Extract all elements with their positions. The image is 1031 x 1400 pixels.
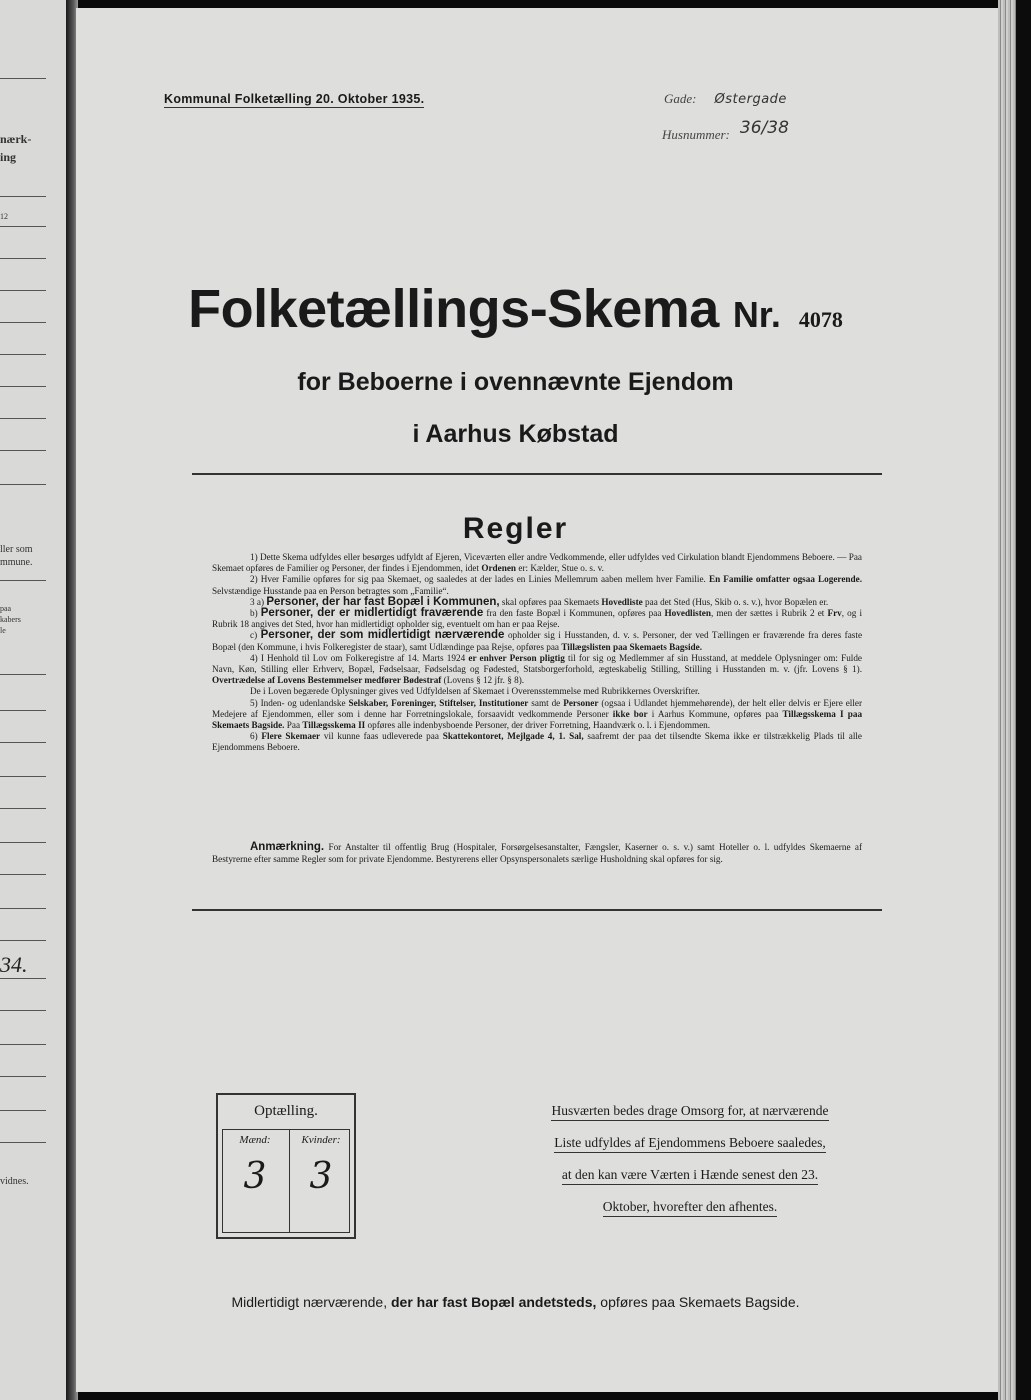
left-fragment: le xyxy=(0,626,6,635)
divider-top xyxy=(192,473,882,475)
left-fragment: kabers xyxy=(0,615,21,624)
rule-2: 2) Hver Familie opføres for sig paa Skemaet, og saaledes at der lades en Linies Mellemrum aaben mellem hver Familie. En Familie omfatter ogsaa Logerende. Selvstændige Husstande paa en Person betragtes som „Familie“. xyxy=(212,574,862,596)
count-title: Optælling. xyxy=(254,1103,318,1119)
rule-6: 6) Flere Skemaer vil kunne faas udleverede paa Skattekontoret, Mejlgade 4, 1. Sal, saafremt der paa det tilsendte Skema ikke er tilstrækkelig Plads til alle Ejendommens Beboere. xyxy=(212,731,863,753)
left-rule xyxy=(0,978,46,979)
left-rule xyxy=(0,776,46,777)
left-rule xyxy=(0,674,46,675)
rule-3c: c) Personer, der som midlertidigt nærværende opholder sig i Husstanden, d. v. s. Personer, der ved Tællingen er fraværende fra deres faste Bopæl (den Kommune, i hvis Folkeregister de staar), samt Udlændinge paa Rejse, opføres paa Tillægslisten paa Skemaets Bagside. xyxy=(212,629,863,652)
left-fragment: paa xyxy=(0,604,12,613)
left-handwritten-number: 34. xyxy=(0,952,28,977)
census-title: Kommunal Folketælling 20. Oktober 1935. xyxy=(164,92,425,106)
left-fragment: nærk- xyxy=(0,132,32,146)
left-rule xyxy=(0,1110,46,1111)
left-rule xyxy=(0,710,46,711)
left-rule xyxy=(0,226,46,227)
women-label: Kvinder: xyxy=(301,1134,341,1146)
left-fragment: ller som xyxy=(0,544,33,555)
count-box xyxy=(216,1093,356,1239)
left-rule xyxy=(0,908,46,909)
left-rule xyxy=(0,450,46,451)
left-rule xyxy=(0,78,46,79)
page-edges xyxy=(998,0,1016,1400)
form-title-main: Folketællings-Skema xyxy=(188,279,719,339)
left-fragment: ing xyxy=(0,150,17,164)
left-rule xyxy=(0,258,46,259)
rule-4: 4) I Henhold til Lov om Folkeregistre af 14. Marts 1924 er enhver Person pligtig til for sig og Medlemmer af sin Husstand, at meddele Oplysninger om: Fulde Navn, Køn, Stilling eller Erhverv, Bopæl, Fødselsaar, Fødselsdag og Fødested, Statsborgerforhold, ægteskabelig Stilling, Stilling i Husstanden m. v. (jfr. Lovens § 1). Overtrædelse af Lovens Bestemmelser medfører Bødestraf (Lovens § 12 jfr. § 8). xyxy=(212,652,863,686)
left-rule xyxy=(0,874,46,875)
street-value: Østergade xyxy=(714,92,787,107)
form-nr-label: Nr. xyxy=(732,294,781,335)
divider-bottom xyxy=(192,909,882,911)
left-rule xyxy=(0,418,46,419)
house-number-value: 36/38 xyxy=(739,118,789,138)
rules-heading: Regler xyxy=(462,512,569,545)
left-rule xyxy=(0,580,46,581)
remark-text xyxy=(212,842,862,865)
street-label: Gade: xyxy=(664,91,697,106)
left-rule xyxy=(0,808,46,809)
dark-background-edge xyxy=(1016,0,1031,1400)
rules-text xyxy=(212,552,862,754)
rule-4-note: De i Loven begærede Oplysninger gives ved Udfyldelsen af Skemaet i Overensstemmelse med Rubrikkernes Overskrifter. xyxy=(250,686,700,697)
form-subtitle-2: i Aarhus Købstad xyxy=(412,420,619,448)
rule-5: 5) Inden- og udenlandske Selskaber, Foreninger, Stiftelser, Institutioner samt de Personer (ogsaa i Udlandet hjemmehørende), der helt eller delvis er Ejere eller Medejere af Ejendommen, eller som i denne har Forretningslokale, forsaavidt vedkommende Personer ikke bor i Aarhus Kommune, opføres paa Tillægsskema I paa Skemaets Bagside. Paa Tillægsskema II opføres alle indenbysboende Personer, der driver Forretning, Haandværk o. l. i Ejendommen. xyxy=(212,697,863,731)
remark-body: For Anstalter til offentlig Brug (Hospitaler, Forsørgelsesanstalter, Fængsler, Kaserner o. s. v.) samt Hoteller o. l. udfyldes Skemaerne af Bestyrerne efter samme Regler som for private Ejendomme. Bestyrerens eller Opsynspersonalets særlige Husholdning skal opføres for sig. xyxy=(212,842,862,864)
men-count: 3 xyxy=(243,1156,267,1197)
notice-line: Oktober, hvorefter den afhentes. xyxy=(603,1199,778,1217)
rule-3b: b) Personer, der er midlertidigt fraværende fra den faste Bopæl i Kommunen, opføres paa Hovedlisten, men der sættes i Rubrik 2 et Frv, og i Rubrik 18 angives det Sted, hvor han midlertidigt opholder sig, eventuelt om han er paa Rejse. xyxy=(212,607,863,630)
notice-line: at den kan være Værten i Hænde senest den 23. xyxy=(562,1167,818,1185)
notice-line: Liste udfyldes af Ejendommens Beboere saaledes, xyxy=(554,1135,825,1153)
women-count: 3 xyxy=(309,1156,333,1197)
men-label: Mænd: xyxy=(239,1134,271,1146)
notice-line: Husværten bedes drage Omsorg for, at nærværende xyxy=(551,1103,828,1121)
left-fragment: mmune. xyxy=(0,557,33,568)
left-rule xyxy=(0,940,46,941)
form-number: 4078 xyxy=(798,307,843,332)
left-rule xyxy=(0,1142,46,1143)
left-fragment: 12 xyxy=(0,212,8,221)
street-line xyxy=(664,90,787,108)
left-rule xyxy=(0,842,46,843)
rule-3a: 3 a) Personer, der har fast Bopæl i Kommunen, skal opføres paa Skemaets Hovedliste paa det Sted (Hus, Skib o. s. v.), hvor Bopælen er. xyxy=(250,595,829,608)
left-rule xyxy=(0,1010,46,1011)
form-title xyxy=(0,278,1031,340)
house-number-line xyxy=(662,118,789,144)
count-table xyxy=(222,1129,350,1233)
left-rule xyxy=(0,354,46,355)
left-rule xyxy=(0,484,46,485)
bottom-instruction: Midlertidigt nærværende, der har fast Bopæl andetsteds, opføres paa Skemaets Bagside. xyxy=(231,1294,800,1310)
remark-heading: Anmærkning. xyxy=(250,841,325,853)
form-subtitle-1: for Beboerne i ovennævnte Ejendom xyxy=(297,368,734,396)
rule-1: 1) Dette Skema udfyldes eller besørges udfyldt af Ejeren, Viceværten eller andre Vedkommende, eller udfyldes ved Cirkulation blandt Ejendommens Beboere. — Paa Skemaet opføres de Familier og Personer, der findes i Ejendommen, idet Ordenen er: Kælder, Stue o. s. v. xyxy=(212,552,862,574)
house-number-label: Husnummer: xyxy=(662,127,730,142)
left-rule xyxy=(0,196,46,197)
landlord-notice xyxy=(520,1100,860,1228)
left-rule xyxy=(0,1076,46,1077)
left-facing-page xyxy=(0,0,66,1400)
left-rule xyxy=(0,1044,46,1045)
left-rule xyxy=(0,742,46,743)
left-fragment: vidnes. xyxy=(0,1176,29,1187)
